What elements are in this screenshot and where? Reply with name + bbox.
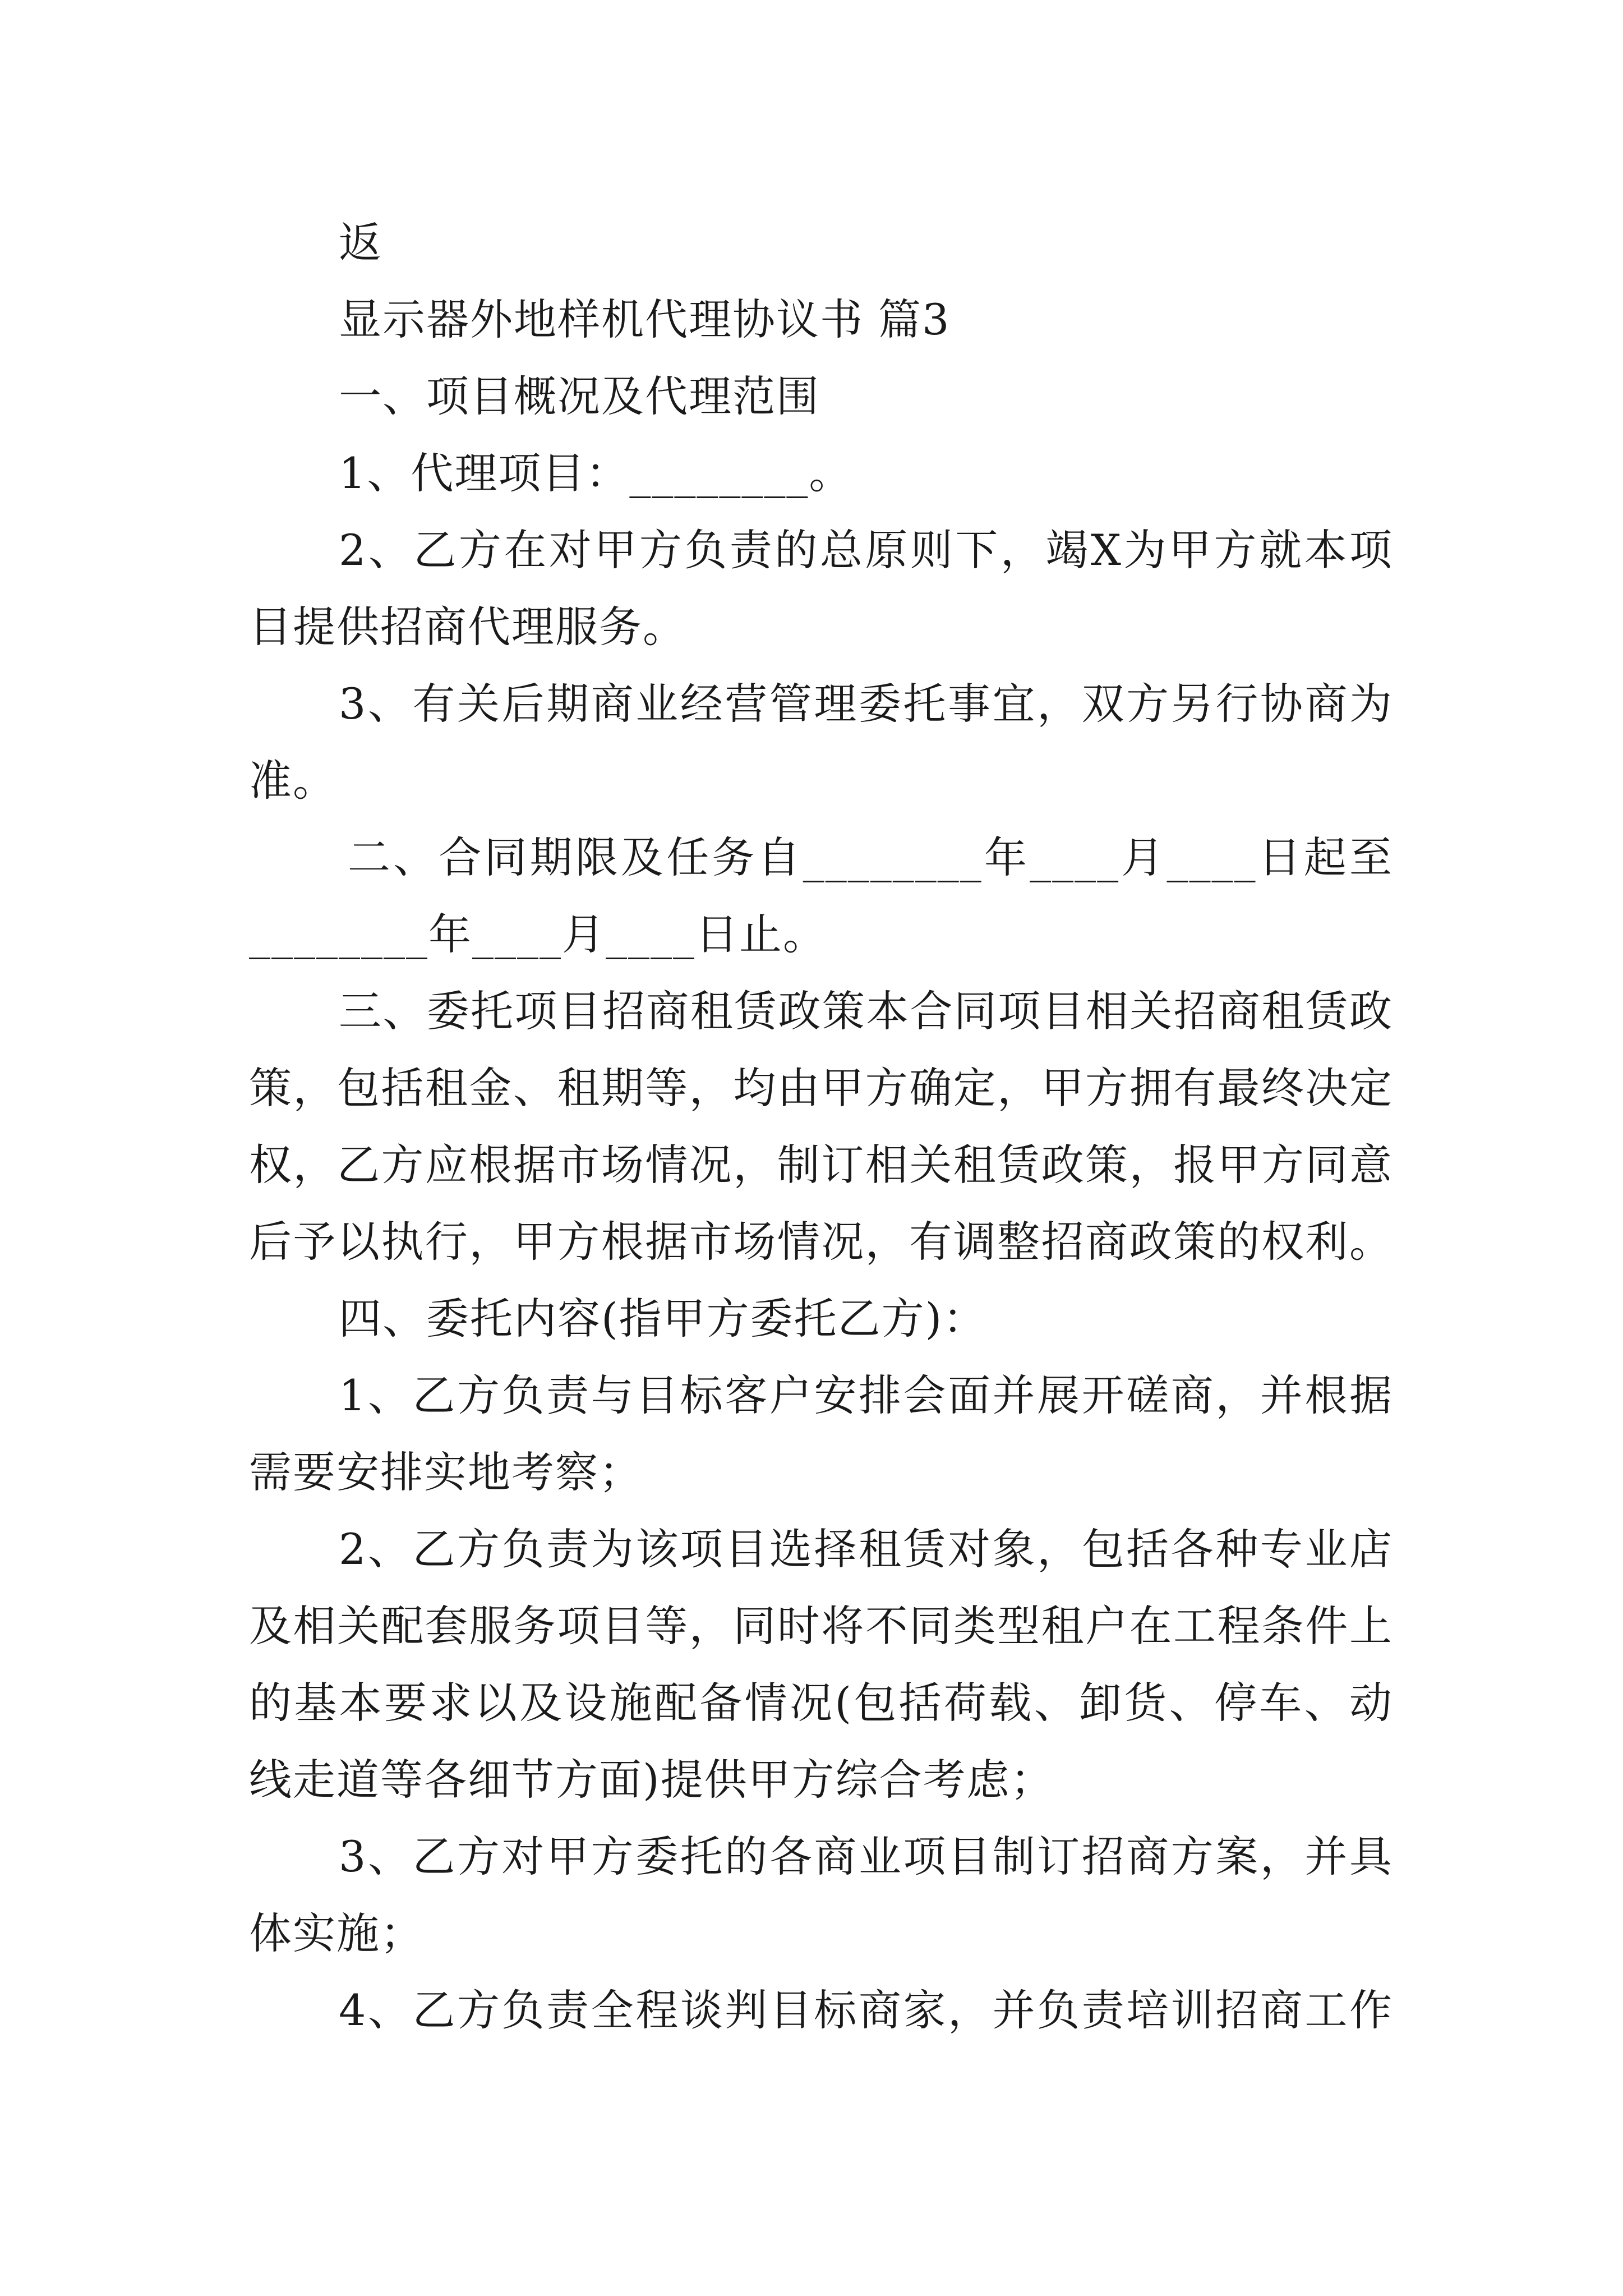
text-line: 2、乙方负责为该项目选择租赁对象，包括各种专业店 <box>339 1524 1393 1574</box>
text-line: 策，包括租金、租期等，均由甲方确定，甲方拥有最终决定 <box>249 1063 1393 1113</box>
text-line: 线走道等各细节方面)提供甲方综合考虑； <box>249 1755 1054 1805</box>
text-line: 4、乙方负责全程谈判目标商家，并负责培训招商工作 <box>339 1985 1393 2035</box>
text-line: 后予以执行，甲方根据市场情况，有调整招商政策的权利。 <box>249 1217 1393 1267</box>
text-line: 准。 <box>249 756 336 806</box>
text-line: 需要安排实地考察； <box>249 1447 643 1497</box>
text-line: 目提供招商代理服务。 <box>249 602 686 652</box>
text-line: 1、代理项目：________。 <box>339 448 853 498</box>
section-heading: 四、委托内容(指甲方委托乙方)： <box>339 1294 987 1343</box>
text-line: 权，乙方应根据市场情况，制订相关租赁政策，报甲方同意 <box>249 1140 1393 1190</box>
section-heading: 三、委托项目招商租赁政策本合同项目相关招商租赁政 <box>339 986 1393 1036</box>
text-line: 3、乙方对甲方委托的各商业项目制订招商方案，并具 <box>339 1832 1393 1881</box>
text-line: 体实施； <box>249 1908 424 1958</box>
document-title: 显示器外地样机代理协议书 篇3 <box>339 295 951 344</box>
text-line: ________年____月____日止。 <box>249 909 827 959</box>
text-line: 及相关配套服务项目等，同时将不同类型租户在工程条件上 <box>249 1601 1393 1651</box>
section-heading: 一、项目概况及代理范围 <box>339 371 820 421</box>
section-heading: 二、合同期限及任务自________年____月____日起至 <box>348 832 1393 882</box>
text-line: 2、乙方在对甲方负责的总原则下，竭X为甲方就本项 <box>339 525 1393 575</box>
text-line: 1、乙方负责与目标客户安排会面并展开磋商，并根据 <box>339 1370 1393 1420</box>
text-line: 3、有关后期商业经营管理委托事宜，双方另行协商为 <box>339 679 1393 729</box>
text-line: 的基本要求以及设施配备情况(包括荷载、卸货、停车、动 <box>249 1678 1393 1728</box>
text-line: 返 <box>339 218 382 268</box>
